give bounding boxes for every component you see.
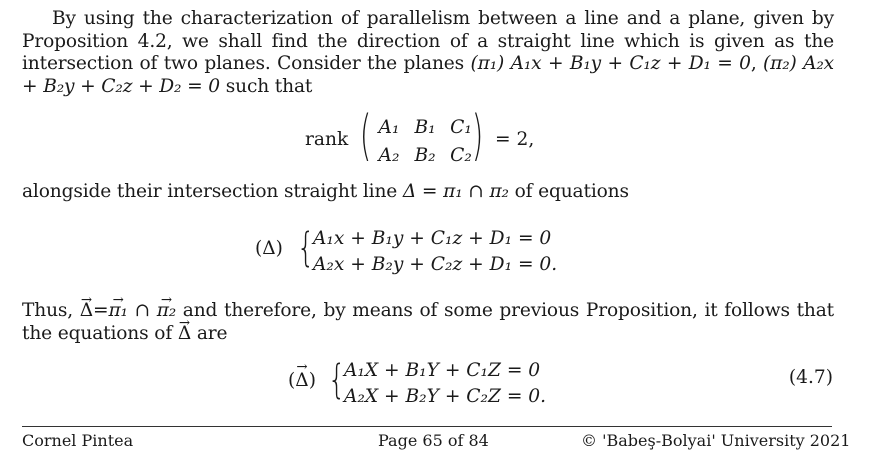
system-label: (Δ) [255, 238, 283, 259]
rank-result: = 2, [495, 129, 535, 150]
plane1-label: (π₁) [470, 53, 511, 74]
footer-copyright: © 'Babeş-Bolyai' University 2021 [581, 431, 851, 450]
footer-page-number: Page 65 of 84 [378, 431, 489, 450]
plane2-equation: A₂x + B₂y + C₂z + D₂ = 0 [22, 53, 834, 97]
plane-separator: , [750, 53, 764, 74]
matrix-cell: A₁ [378, 117, 400, 138]
direction-equals: = [93, 300, 109, 321]
paragraph-intro [22, 8, 834, 98]
plane1-equation: A₁x + B₁y + C₁z + D₁ = 0 [510, 53, 751, 74]
label-paren-open: ( [288, 370, 296, 391]
direction-delta: → Δ [80, 300, 93, 323]
label-delta: → Δ [295, 370, 308, 391]
matrix-row-2 [377, 142, 473, 170]
paragraph-direction [22, 300, 834, 345]
rank-equation [305, 104, 545, 175]
direction-equation-1: A₁X + B₁Y + C₁Z = 0 [344, 360, 541, 381]
intersection-text: alongside their intersection straight line [22, 181, 403, 202]
direction-system [288, 358, 588, 412]
direction-pi2: → π₂ [157, 300, 176, 323]
direction-cap: ∩ [127, 300, 157, 321]
direction-text: and therefore, by means of some previous Proposition, it follows that the equations of [22, 300, 834, 344]
paragraph-intersection [22, 181, 834, 204]
matrix-cell: A₂ [378, 145, 400, 166]
intro-tail: such that [219, 75, 313, 97]
direction-system-label [288, 370, 316, 391]
direction-system-brace: { [327, 357, 346, 403]
intersection-math: Δ = π₁ ∩ π₂ [402, 181, 509, 202]
system-equations [313, 226, 557, 278]
matrix-row-1 [377, 114, 473, 142]
direction-equation-2: A₂X + B₂Y + C₂Z = 0. [344, 386, 547, 407]
direction-tail: are [191, 322, 228, 344]
system-brace: { [296, 225, 315, 271]
matrix-cell: B₁ [414, 117, 436, 138]
direction-delta-2: → Δ [178, 323, 191, 346]
coefficient-matrix [377, 114, 473, 170]
direction-lead: Thus, [22, 300, 80, 321]
direction-pi1: → π₁ [108, 300, 127, 323]
footer-author: Cornel Pintea [22, 431, 134, 450]
intersection-tail: of equations [508, 181, 629, 202]
intro-text: By using the characterization of parallelism between a line and a plane, given by Proposition 4.2, we shall find the direction of a straight line which is given as the intersection of two planes. Consider the planes [22, 8, 834, 74]
rank-label: rank [305, 129, 349, 150]
system-equation-2: A₂x + B₂y + C₂z + D₁ = 0. [313, 254, 558, 275]
left-paren: ( [359, 104, 372, 167]
direction-system-equations [344, 358, 546, 410]
footer-divider [22, 426, 832, 427]
system-equation-1: A₁x + B₁y + C₁z + D₁ = 0 [313, 228, 552, 249]
right-paren: ) [471, 104, 484, 167]
matrix-cell: B₂ [414, 145, 436, 166]
matrix-cell: C₁ [450, 117, 472, 138]
label-paren-close: ) [308, 370, 316, 391]
line-system [255, 226, 575, 280]
equation-number: (4.7) [788, 367, 833, 388]
plane2-label: (π₂) [763, 53, 804, 74]
matrix-cell: C₂ [450, 145, 472, 166]
